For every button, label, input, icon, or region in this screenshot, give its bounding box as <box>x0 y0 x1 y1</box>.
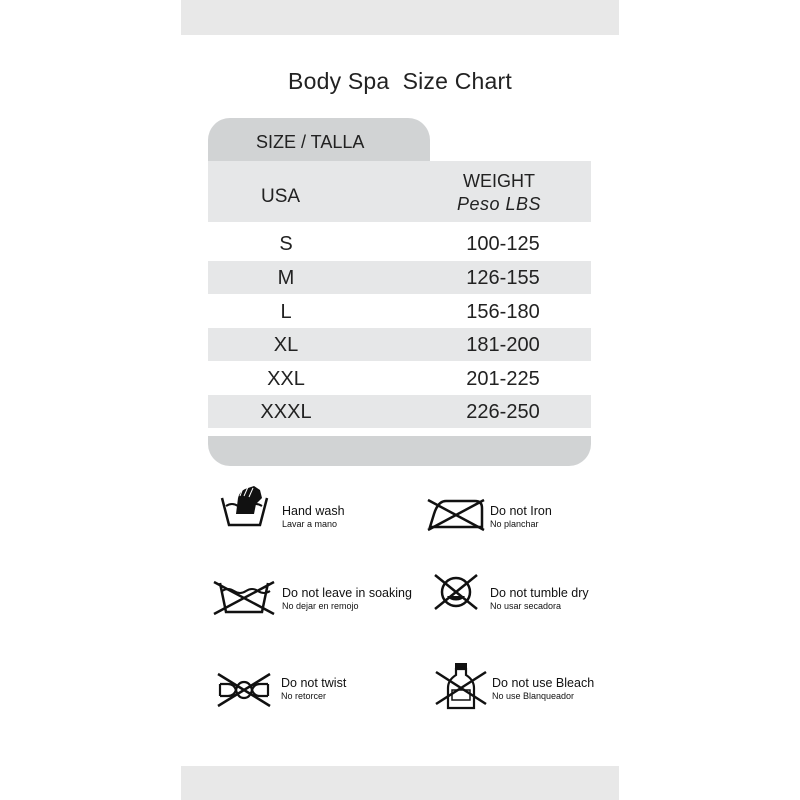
size-cell: L <box>280 301 292 323</box>
care-sublabel: No planchar <box>490 519 539 529</box>
care-sublabel: Lavar a mano <box>282 519 338 529</box>
weight-cell: 201-225 <box>466 368 540 390</box>
table-row <box>208 261 591 294</box>
care-no-twist <box>216 672 386 712</box>
weight-cell: 126-155 <box>466 267 540 289</box>
size-cell: XL <box>273 334 299 356</box>
size-cell: XXL <box>267 368 305 390</box>
top-band <box>181 0 619 35</box>
care-no-soak <box>212 578 412 618</box>
size-cell: S <box>279 233 293 255</box>
page-title: Body Spa Size Chart <box>288 68 512 94</box>
table-row <box>208 328 591 361</box>
size-cell: XXXL <box>260 401 312 423</box>
care-sublabel: No retorcer <box>281 691 327 701</box>
size-column-header: USA <box>261 186 301 207</box>
hand-wash-icon <box>220 484 270 528</box>
care-sublabel: No use Blanqueador <box>492 691 575 701</box>
no-twist-icon <box>216 672 272 708</box>
table-footer <box>208 436 591 466</box>
care-sublabel: No usar secadora <box>490 601 562 611</box>
care-sublabel: No dejar en remojo <box>282 601 359 611</box>
care-no-bleach <box>434 662 614 714</box>
weight-column-subheader: Peso LBS <box>456 194 542 214</box>
weight-cell: 156-180 <box>466 301 540 323</box>
care-label: Do not tumble dry <box>490 586 589 600</box>
size-tab-label: SIZE / TALLA <box>256 132 365 152</box>
table-header <box>208 161 591 222</box>
weight-cell: 226-250 <box>466 401 540 423</box>
care-label: Hand wash <box>282 504 345 518</box>
table-row <box>208 227 591 260</box>
table-row <box>208 362 591 395</box>
no-tumble-dry-icon <box>432 572 480 612</box>
no-bleach-icon <box>434 662 488 712</box>
table-row <box>208 395 591 428</box>
weight-cell: 181-200 <box>466 334 540 356</box>
care-no-iron <box>426 496 606 536</box>
bottom-band <box>181 766 619 800</box>
table-row <box>208 295 591 328</box>
size-cell: M <box>277 267 295 289</box>
care-label: Do not Iron <box>490 504 552 518</box>
care-label: Do not twist <box>281 676 347 690</box>
care-no-tumble-dry <box>432 572 612 614</box>
weight-column-header: WEIGHT <box>463 171 535 191</box>
size-tab <box>208 118 430 161</box>
care-label: Do not use Bleach <box>492 676 595 690</box>
care-label: Do not leave in soaking <box>282 586 412 600</box>
no-soak-icon <box>212 578 276 616</box>
weight-cell: 100-125 <box>466 233 540 255</box>
no-iron-icon <box>426 496 486 532</box>
care-hand-wash <box>220 484 410 534</box>
